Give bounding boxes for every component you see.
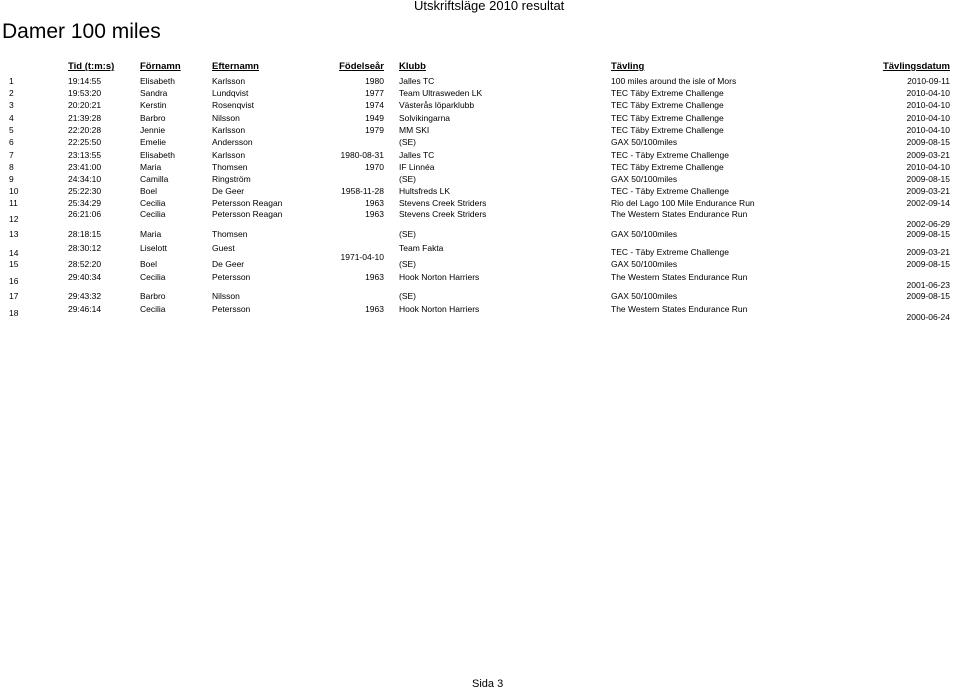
cell-klubb: Västerås löparklubb [399, 100, 475, 110]
cell-fornamn: Barbro [140, 113, 166, 123]
cell-tid: 29:46:14 [68, 304, 102, 314]
cell-tavling: TEC - Täby Extreme Challenge [611, 186, 729, 196]
cell-tavling: GAX 50/100miles [611, 137, 678, 147]
cell-fornamn: Cecilia [140, 198, 166, 208]
cell-klubb: Team Ultrasweden LK [399, 88, 483, 98]
cell-tid: 25:34:29 [68, 198, 102, 208]
cell-efternamn: Karlsson [212, 125, 246, 135]
cell-klubb: Solvikingarna [399, 113, 451, 123]
col-header-tid: Tid (t:m:s) [68, 61, 115, 72]
row-number: 13 [9, 229, 19, 239]
col-header-klubb: Klubb [399, 61, 426, 72]
cell-fornamn: Kerstin [140, 100, 167, 110]
cell-efternamn: Petersson Reagan [212, 209, 283, 219]
cell-fornamn: Barbro [140, 291, 166, 301]
cell-klubb: (SE) [399, 229, 416, 239]
cell-tavling: 100 miles around the isle of Mors [611, 76, 737, 86]
cell-tavlingsdatum: 2009-03-21 [906, 150, 950, 160]
cell-tid: 25:22:30 [68, 186, 102, 196]
cell-klubb: (SE) [399, 137, 416, 147]
cell-klubb: (SE) [399, 259, 416, 269]
row-number: 6 [9, 137, 14, 147]
row-number: 17 [9, 291, 19, 301]
cell-klubb: Hook Norton Harriers [399, 304, 480, 314]
cell-tavlingsdatum: 2010-04-10 [906, 88, 950, 98]
cell-fodelsear: 1963 [365, 304, 384, 314]
cell-tavling: Rio del Lago 100 Mile Endurance Run [611, 198, 755, 208]
cell-fornamn: Boel [140, 186, 158, 196]
cell-efternamn: Ringström [212, 174, 251, 184]
cell-fornamn: Emelie [140, 137, 166, 147]
col-header-tavlingsdatum: Tävlingsdatum [882, 61, 950, 72]
cell-fodelsear: 1963 [365, 198, 384, 208]
cell-fodelsear: 1977 [365, 88, 384, 98]
row-number: 10 [9, 186, 19, 196]
cell-efternamn: Nilsson [212, 113, 240, 123]
cell-tid: 21:39:28 [68, 113, 102, 123]
row-number: 18 [9, 308, 19, 318]
row-number: 12 [9, 214, 19, 224]
cell-tavlingsdatum: 2009-08-15 [906, 174, 950, 184]
cell-fornamn: Cecilia [140, 272, 166, 282]
cell-tavling: GAX 50/100miles [611, 229, 678, 239]
cell-tavlingsdatum: 2010-04-10 [906, 162, 950, 172]
cell-tid: 28:30:12 [68, 243, 102, 253]
row-number: 1 [9, 76, 14, 86]
row-number: 14 [9, 248, 19, 258]
col-header-fornamn: Förnamn [140, 61, 181, 72]
cell-fodelsear: 1979 [365, 125, 384, 135]
cell-tavlingsdatum: 2002-06-29 [906, 219, 950, 229]
cell-klubb: Team Fakta [399, 243, 444, 253]
print-mode-label: Utskriftsläge 2010 resultat [414, 0, 565, 13]
cell-klubb: Hultsfreds LK [399, 186, 451, 196]
cell-klubb: (SE) [399, 291, 416, 301]
cell-tavlingsdatum: 2009-08-15 [906, 259, 950, 269]
cell-klubb: IF Linnéa [399, 162, 435, 172]
cell-tavling: The Western States Endurance Run [611, 304, 748, 314]
cell-fornamn: Maria [140, 162, 162, 172]
cell-klubb: Hook Norton Harriers [399, 272, 480, 282]
cell-tid: 20:20:21 [68, 100, 102, 110]
cell-fodelsear: 1980-08-31 [340, 150, 384, 160]
cell-fornamn: Cecilia [140, 209, 166, 219]
cell-efternamn: Karlsson [212, 76, 246, 86]
cell-tavlingsdatum: 2009-08-15 [906, 137, 950, 147]
cell-tid: 23:41:00 [68, 162, 102, 172]
row-number: 5 [9, 125, 14, 135]
cell-tavlingsdatum: 2009-08-15 [906, 229, 950, 239]
cell-fornamn: Jennie [140, 125, 166, 135]
row-number: 11 [9, 198, 18, 208]
page-number: Sida 3 [472, 678, 504, 690]
cell-fodelsear: 1970 [365, 162, 384, 172]
cell-fodelsear: 1971-04-10 [340, 252, 384, 262]
row-number: 7 [9, 150, 14, 160]
cell-tavling: TEC Täby Extreme Challenge [611, 162, 724, 172]
cell-klubb: Stevens Creek Striders [399, 198, 487, 208]
cell-tavling: The Western States Endurance Run [611, 272, 748, 282]
cell-tavlingsdatum: 2000-06-24 [906, 312, 950, 322]
cell-efternamn: Guest [212, 243, 235, 253]
cell-tid: 29:43:32 [68, 291, 102, 301]
cell-tavling: TEC Täby Extreme Challenge [611, 100, 724, 110]
cell-tid: 28:52:20 [68, 259, 102, 269]
cell-tavling: The Western States Endurance Run [611, 209, 748, 219]
cell-fornamn: Liselott [140, 243, 167, 253]
cell-efternamn: Petersson [212, 304, 251, 314]
cell-tid: 29:40:34 [68, 272, 102, 282]
cell-klubb: MM SKI [399, 125, 430, 135]
cell-efternamn: Petersson [212, 272, 251, 282]
cell-tavling: GAX 50/100miles [611, 259, 678, 269]
cell-fornamn: Camilla [140, 174, 169, 184]
cell-tid: 28:18:15 [68, 229, 102, 239]
cell-tavling: TEC Täby Extreme Challenge [611, 88, 724, 98]
cell-tid: 26:21:06 [68, 209, 102, 219]
cell-tavlingsdatum: 2002-09-14 [906, 198, 950, 208]
cell-fodelsear: 1974 [365, 100, 384, 110]
col-header-efternamn: Efternamn [212, 61, 259, 72]
cell-klubb: (SE) [399, 174, 416, 184]
cell-efternamn: Andersson [212, 137, 253, 147]
cell-efternamn: Lundqvist [212, 88, 249, 98]
cell-tid: 23:13:55 [68, 150, 102, 160]
row-number: 8 [9, 162, 14, 172]
cell-tid: 24:34:10 [68, 174, 102, 184]
cell-fodelsear: 1963 [365, 272, 384, 282]
cell-klubb: Jalles TC [399, 150, 435, 160]
cell-klubb: Stevens Creek Striders [399, 209, 487, 219]
cell-tavlingsdatum: 2010-09-11 [907, 76, 950, 86]
cell-tavlingsdatum: 2009-03-21 [906, 247, 950, 257]
cell-tavling: TEC - Täby Extreme Challenge [611, 247, 729, 257]
cell-fornamn: Boel [140, 259, 158, 269]
cell-fodelsear: 1980 [365, 76, 384, 86]
cell-fodelsear: 1958-11-28 [341, 186, 384, 196]
cell-fodelsear: 1949 [365, 113, 384, 123]
row-number: 16 [9, 276, 19, 286]
cell-fornamn: Maria [140, 229, 162, 239]
cell-tavling: TEC Täby Extreme Challenge [611, 113, 724, 123]
cell-efternamn: De Geer [212, 259, 245, 269]
cell-efternamn: Rosenqvist [212, 100, 255, 110]
page-title: Damer 100 miles [2, 20, 161, 43]
col-header-tavling: Tävling [611, 61, 645, 72]
cell-tavlingsdatum: 2010-04-10 [906, 125, 950, 135]
row-number: 9 [9, 174, 14, 184]
cell-efternamn: Thomsen [212, 162, 248, 172]
cell-tavlingsdatum: 2009-08-15 [906, 291, 950, 301]
cell-fornamn: Sandra [140, 88, 168, 98]
cell-fornamn: Elisabeth [140, 150, 175, 160]
cell-tavling: GAX 50/100miles [611, 174, 678, 184]
cell-tid: 19:14:55 [68, 76, 102, 86]
row-number: 2 [9, 88, 14, 98]
cell-fodelsear: 1963 [365, 209, 384, 219]
cell-klubb: Jalles TC [399, 76, 435, 86]
cell-efternamn: Thomsen [212, 229, 248, 239]
cell-tavling: GAX 50/100miles [611, 291, 678, 301]
cell-fornamn: Cecilia [140, 304, 166, 314]
cell-efternamn: De Geer [212, 186, 245, 196]
cell-efternamn: Karlsson [212, 150, 246, 160]
cell-efternamn: Nilsson [212, 291, 240, 301]
cell-tavlingsdatum: 2010-04-10 [906, 113, 950, 123]
cell-tavlingsdatum: 2009-03-21 [906, 186, 950, 196]
cell-tavlingsdatum: 2010-04-10 [906, 100, 950, 110]
cell-tid: 22:25:50 [68, 137, 102, 147]
cell-tid: 19:53:20 [68, 88, 102, 98]
col-header-fodelsear: Födelseår [339, 61, 384, 72]
cell-efternamn: Petersson Reagan [212, 198, 283, 208]
cell-tavling: TEC Täby Extreme Challenge [611, 125, 724, 135]
cell-tavlingsdatum: 2001-06-23 [906, 280, 950, 290]
cell-fornamn: Elisabeth [140, 76, 175, 86]
row-number: 4 [9, 113, 14, 123]
cell-tid: 22:20:28 [68, 125, 102, 135]
row-number: 3 [9, 100, 14, 110]
row-number: 15 [9, 259, 19, 269]
cell-tavling: TEC - Täby Extreme Challenge [611, 150, 729, 160]
